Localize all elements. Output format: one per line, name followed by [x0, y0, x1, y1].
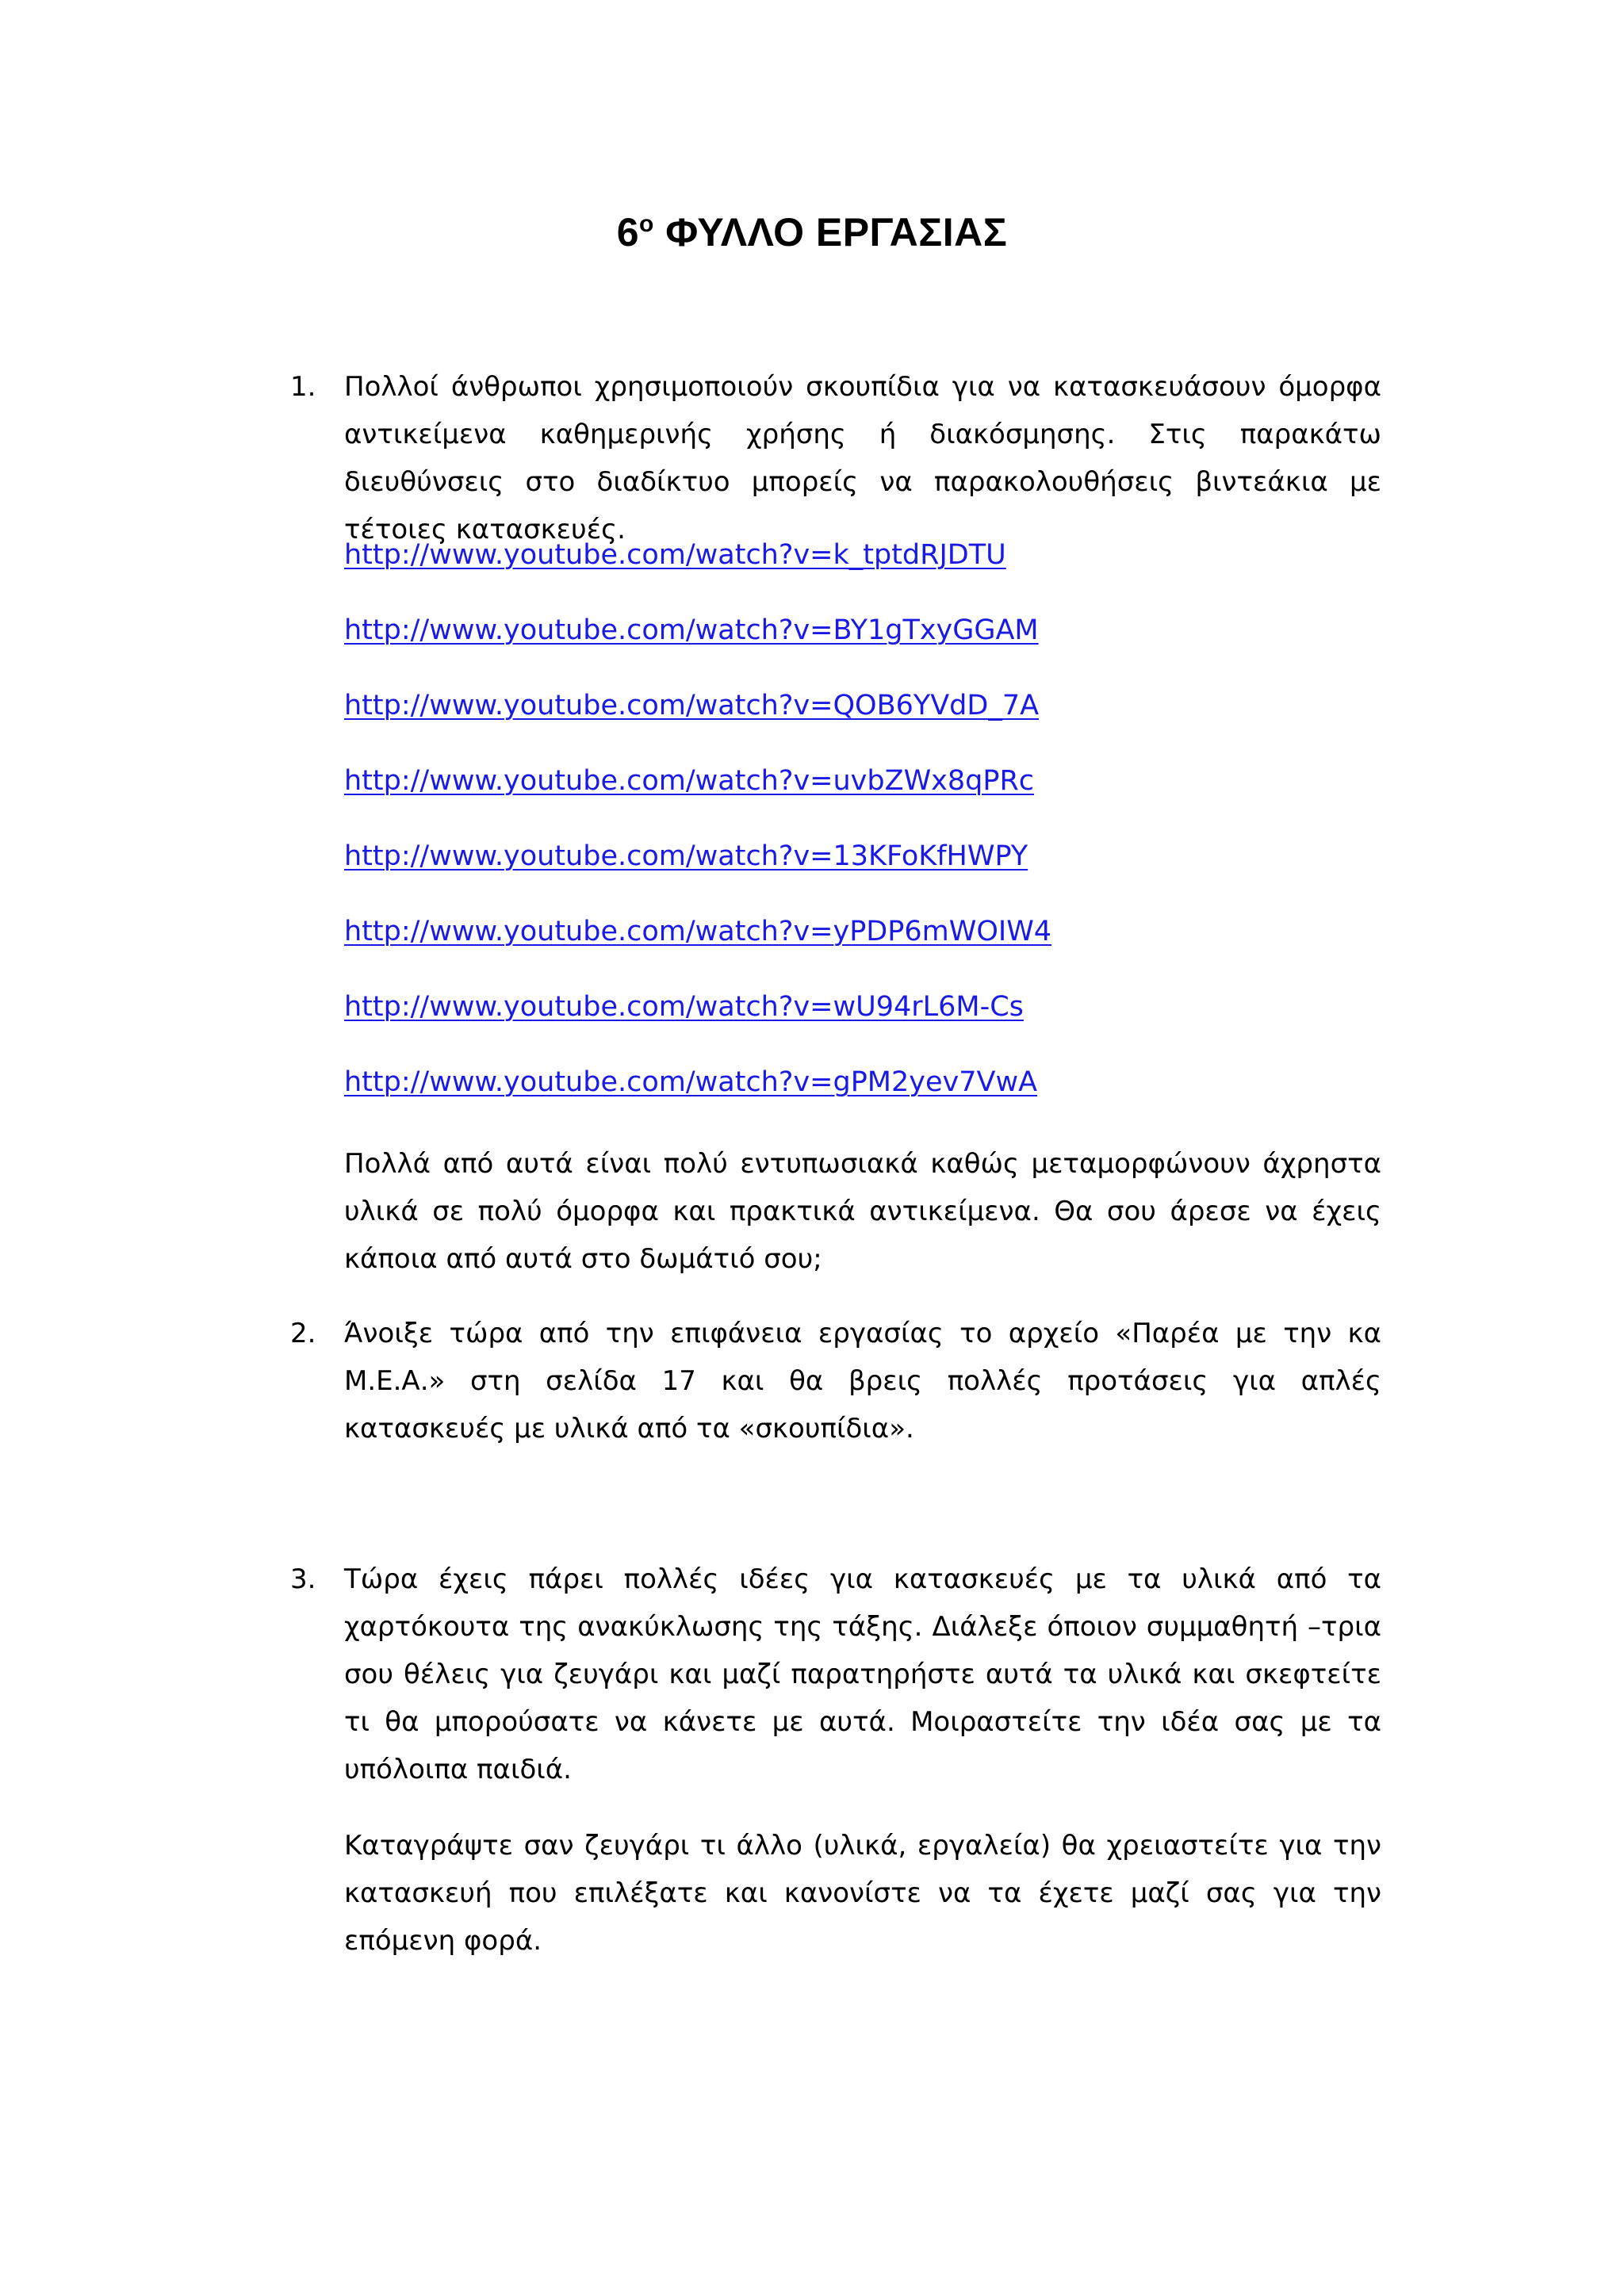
task-2-text: Άνοιξε τώρα από την επιφάνεια εργασίας το αρχείο «Παρέα με την κα Μ.Ε.Α.» στη σελίδα 17 και θα βρεις πολλές προτάσεις για απλές κατασκευές με υλικά από τα «σκουπίδια». [344, 1318, 1381, 1445]
list-item [344, 908, 1381, 983]
title-superscript: ο [639, 211, 654, 237]
video-link-3[interactable]: http://www.youtube.com/watch?v=QOB6YVdD_7A [344, 690, 1040, 721]
title-number: 6 [616, 210, 640, 254]
task-3-text-2: Καταγράψτε σαν ζευγάρι τι άλλο (υλικά, εργαλεία) θα χρειαστείτε για την κατασκευή που επιλέξατε και κανονίστε να τα έχετε μαζί σας για την επόμενη φορά. [344, 1830, 1381, 1957]
task-1-intro: Πολλοί άνθρωποι χρησιμοποιούν σκουπίδια για να κατασκευάσουν όμορφα αντικείμενα καθημερινής χρήσης ή διακόσμησης. Στις παρακάτω διευθύνσεις στο διαδίκτυο μπορείς να παρακολουθήσεις βιντεάκια με τέτοιες κατασκευές. [344, 371, 1381, 545]
video-link-list [344, 531, 1381, 1134]
task-3-text: Τώρα έχεις πάρει πολλές ιδέες για κατασκευές με τα υλικά από τα χαρτόκουτα της ανακύκλωσης της τάξης. Διάλεξε όποιον συμμαθητή –τρια σου θέλεις για ζευγάρι και μαζί παρατηρήστε αυτά τα υλικά και σκεφτείτε τι θα μπορούσατε να κάνετε με αυτά. Μοιραστείτε την ιδέα σας με τα υπόλοιπα παιδιά. [344, 1563, 1381, 1785]
task-3-number: 3. [290, 1563, 316, 1595]
list-item [344, 983, 1381, 1058]
list-item [344, 832, 1381, 908]
video-link-4[interactable]: http://www.youtube.com/watch?v=uvbZWx8qPRc [344, 765, 1035, 797]
video-link-8[interactable]: http://www.youtube.com/watch?v=gPM2yev7VwA [344, 1066, 1038, 1098]
task-2-number: 2. [290, 1318, 316, 1349]
title-text: ΦΥΛΛΟ ΕΡΓΑΣΙΑΣ [653, 210, 1008, 254]
task-1-outro: Πολλά από αυτά είναι πολύ εντυπωσιακά καθώς μεταμορφώνουν άχρηστα υλικά σε πολύ όμορφα και πρακτικά αντικείμενα. Θα σου άρεσε να έχεις κάποια από αυτά στο δωμάτιό σου; [344, 1148, 1381, 1275]
video-link-5[interactable]: http://www.youtube.com/watch?v=13KFoKfHWPY [344, 840, 1028, 872]
list-item [344, 1058, 1381, 1134]
video-link-7[interactable]: http://www.youtube.com/watch?v=wU94rL6M-Cs [344, 991, 1024, 1023]
video-link-6[interactable]: http://www.youtube.com/watch?v=yPDP6mWOIW4 [344, 916, 1052, 947]
list-item [344, 531, 1381, 607]
list-item [344, 607, 1381, 682]
list-item [344, 757, 1381, 832]
list-item [344, 682, 1381, 757]
task-1-number: 1. [290, 371, 316, 403]
page-title [0, 205, 1624, 260]
video-link-2[interactable]: http://www.youtube.com/watch?v=BY1gTxyGGAM [344, 614, 1039, 646]
video-link-1[interactable]: http://www.youtube.com/watch?v=k_tptdRJDTU [344, 539, 1006, 571]
